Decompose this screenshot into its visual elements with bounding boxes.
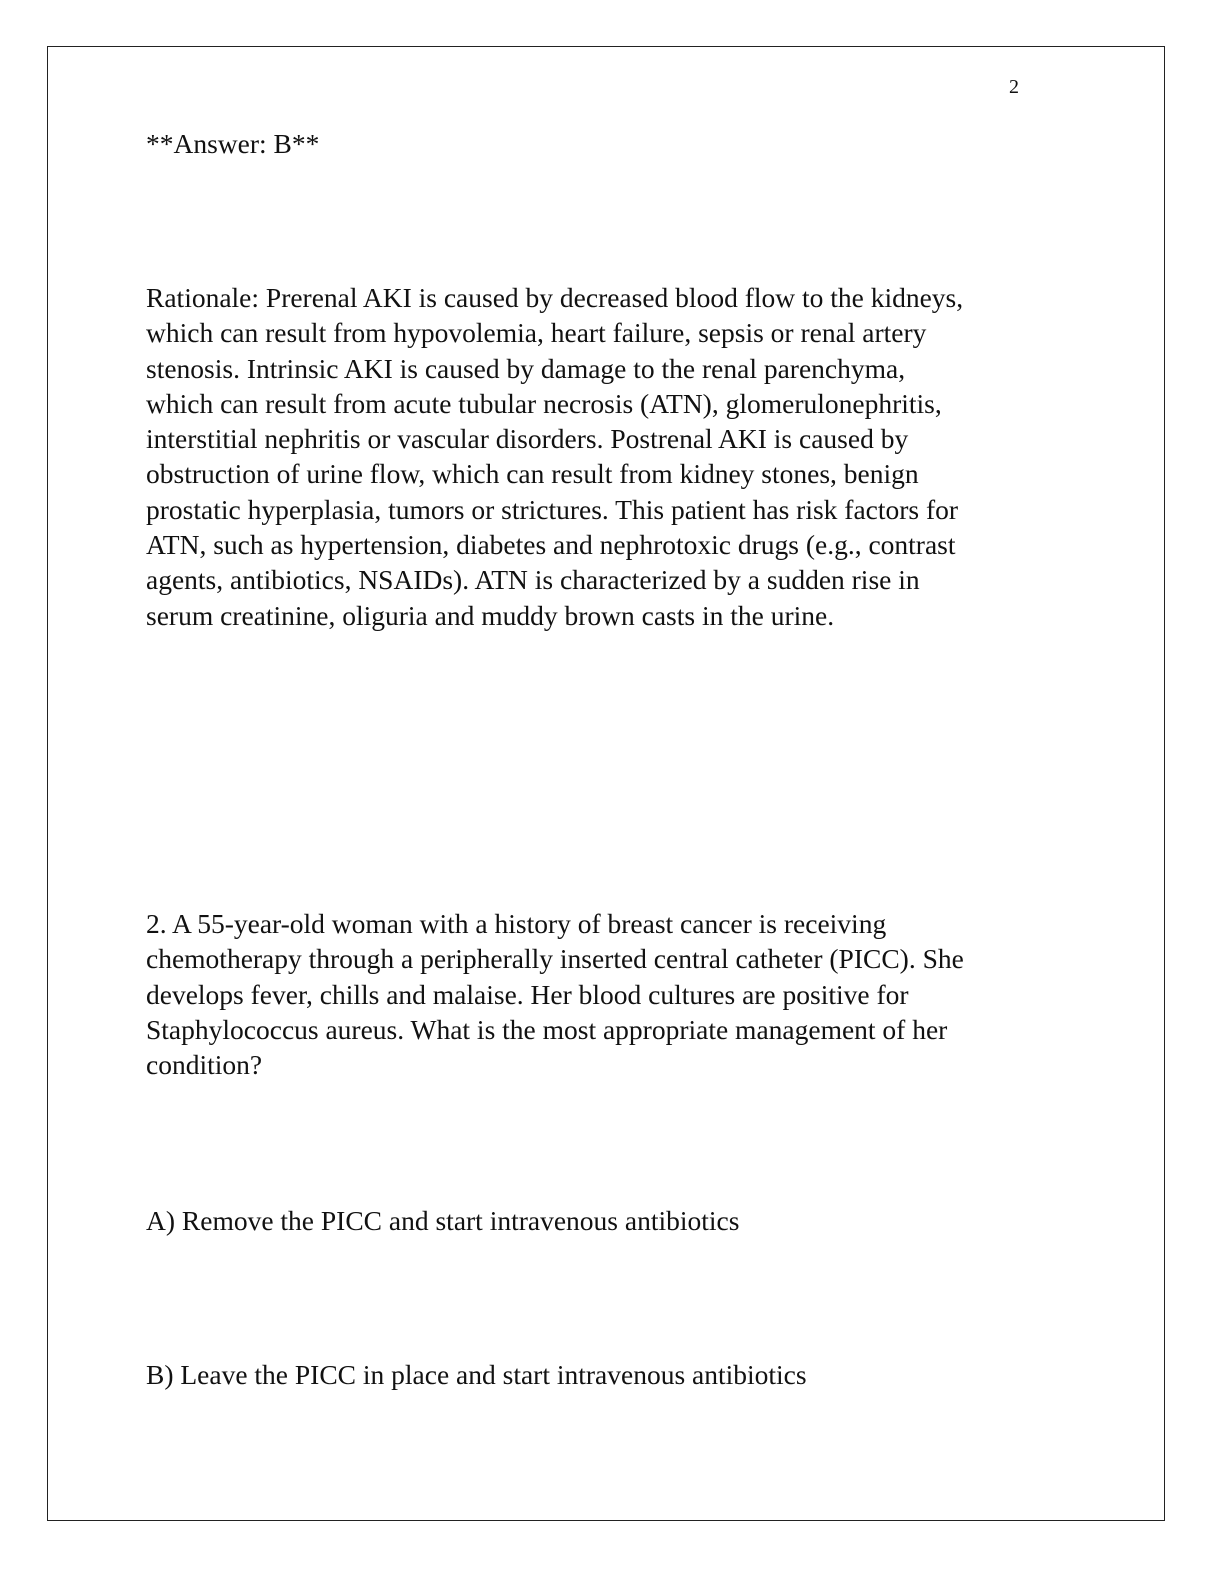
- answer-option-a: [146, 1203, 1076, 1238]
- rationale-line: Rationale: Prerenal AKI is caused by decreased blood flow to the kidneys,: [146, 282, 964, 313]
- page-number: 2: [1009, 76, 1019, 98]
- rationale-line: obstruction of urine flow, which can result from kidney stones, benign: [146, 458, 919, 490]
- question-line: chemotherapy through a peripherally inserted central catheter (PICC). She: [146, 943, 964, 975]
- option-b-text: B) Leave the PICC in place and start intravenous antibiotics: [146, 1359, 807, 1390]
- option-a-text: A) Remove the PICC and start intravenous antibiotics: [146, 1205, 740, 1236]
- rationale-line: agents, antibiotics, NSAIDs). ATN is characterized by a sudden rise in: [146, 564, 920, 596]
- answer-option-b: [146, 1357, 1076, 1392]
- rationale-line: which can result from acute tubular necrosis (ATN), glomerulonephritis,: [146, 387, 942, 419]
- rationale-line: stenosis. Intrinsic AKI is caused by damage to the renal parenchyma,: [146, 352, 906, 384]
- page-border: [47, 46, 1165, 1521]
- rationale-line: which can result from hypovolemia, heart failure, sepsis or renal artery: [146, 317, 927, 349]
- rationale-paragraph: [146, 280, 1076, 633]
- question-line: Staphylococcus aureus. What is the most appropriate management of her: [146, 1013, 948, 1045]
- answer-text: **Answer: B**: [146, 128, 320, 159]
- rationale-line: serum creatinine, oliguria and muddy brown casts in the urine.: [146, 599, 835, 631]
- answer-line: [146, 126, 1076, 161]
- question-line: 2. A 55-year-old woman with a history of breast cancer is receiving: [146, 908, 887, 939]
- question-line: condition?: [146, 1049, 263, 1081]
- rationale-line: ATN, such as hypertension, diabetes and nephrotoxic drugs (e.g., contrast: [146, 529, 956, 561]
- question-stem: [146, 906, 1076, 1082]
- rationale-line: prostatic hyperplasia, tumors or strictures. This patient has risk factors for: [146, 493, 959, 525]
- rationale-line: interstitial nephritis or vascular disorders. Postrenal AKI is caused by: [146, 423, 909, 455]
- question-line: develops fever, chills and malaise. Her blood cultures are positive for: [146, 978, 909, 1010]
